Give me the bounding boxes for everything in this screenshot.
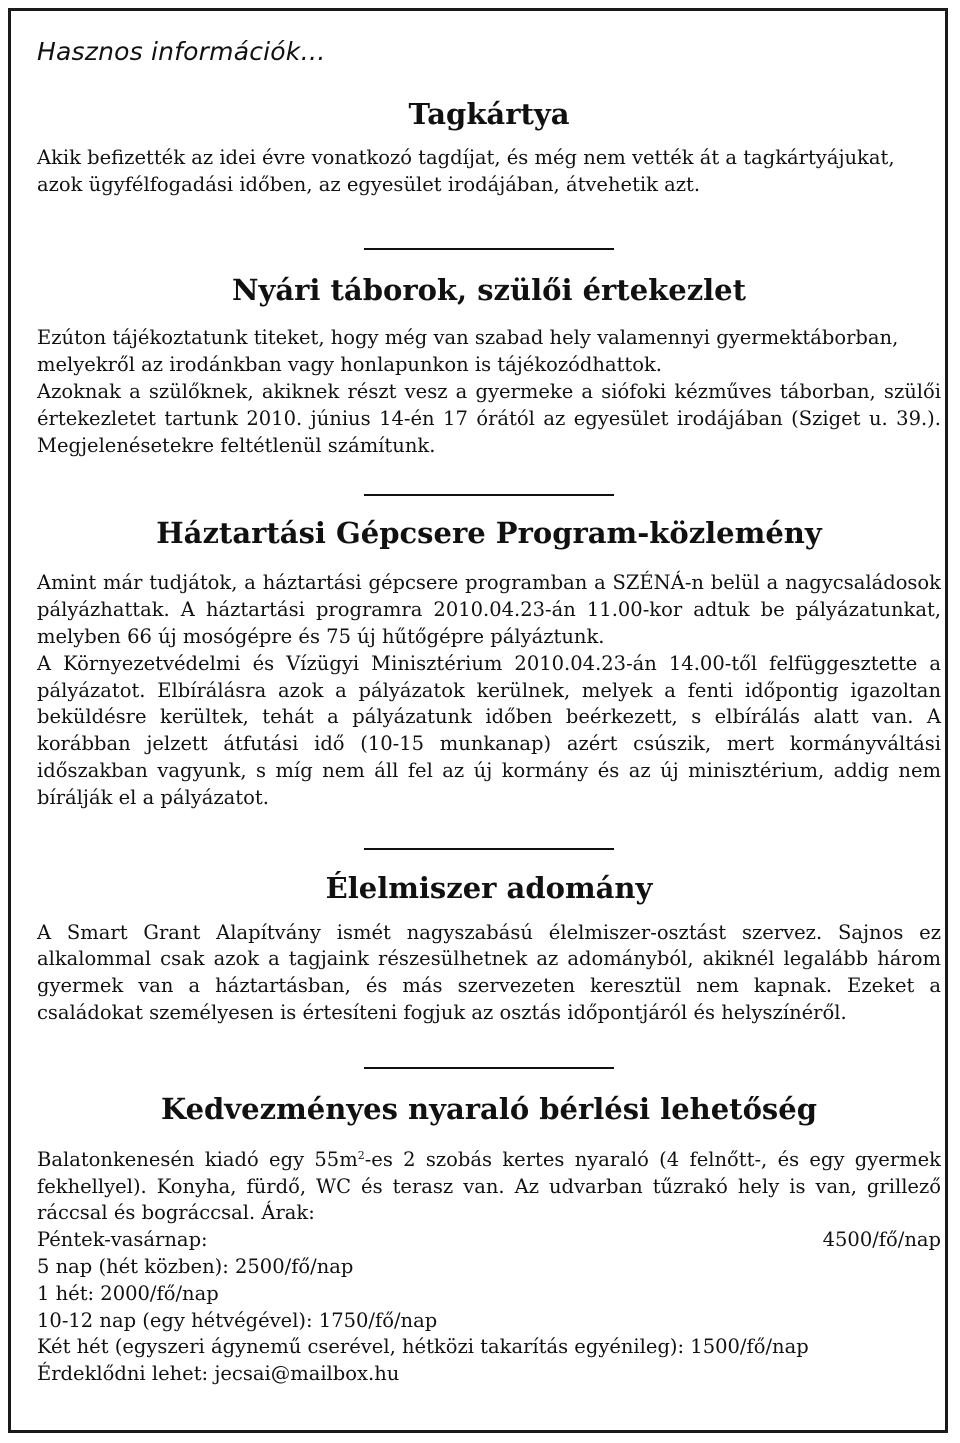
tabor-paragraph-2: Azoknak a szülőknek, akiknek részt vesz a gyermeke a siófoki kézműves táborban, szülői értekezletet tartunk 2010. június 14-én 17 órától az egyesület irodájában (Sziget u. 39.). Megjelenésetekre feltétlenül számítunk. (37, 379, 941, 457)
price-line: 10-12 nap (egy hétvégével): 1750/fő/nap (37, 1308, 438, 1332)
price-line: Két hét (egyszeri ágynemű cserével, hétközi takarítás egyénileg): 1500/fő/nap (37, 1335, 809, 1359)
price-line: 5 nap (hét közben): 2500/fő/nap (37, 1254, 354, 1278)
page-content (37, 21, 941, 1388)
nyaralo-intro (37, 1147, 941, 1227)
price-row-weekend (37, 1227, 941, 1254)
weekend-price: 4500/fő/nap (822, 1228, 941, 1252)
section-title-tagkartya: Tagkártya (408, 96, 570, 131)
section-divider (364, 248, 614, 250)
nyaralo-intro-sup: 2 (357, 1148, 365, 1162)
gepcsere-paragraph-1: Amint már tudjátok, a háztartási gépcsere programban a SZÉNÁ-n belül a nagycsaládosok pályázhattak. A háztartási programra 2010.04.23-án 11.00-kor adtuk be pályázatunkat, melyben 66 új mosógépre és 75 új hűtőgépre pályáztunk. (37, 571, 941, 648)
tagkartya-body: Akik befizették az idei évre vonatkozó tagdíjat, és még nem vették át a tagkártyájukat, azok ügyfélfogadási időben, az egyesület irodájában, átvehetik azt. (37, 145, 895, 196)
page-frame (8, 8, 948, 1433)
section-divider (364, 1067, 614, 1069)
nyaralo-intro-a: Balatonkenesén kiadó egy 55m (37, 1147, 358, 1171)
contact-line: Érdeklődni lehet: jecsai@mailbox.hu (37, 1362, 400, 1386)
elelmiszer-body: A Smart Grant Alapítvány ismét nagyszabású élelmiszer-osztást szervez. Sajnos ez alkalommal csak azok a tagjaink részesülhetnek az adományból, akiknél legalább három gyermek van a háztartásban, és más szervezeten keresztül nem kapnak. Ezeket a családokat személyesen is értesíteni fogjuk az osztás időpontjáról és helyszínéről. (37, 920, 941, 1024)
section-title-gepcsere: Háztartási Gépcsere Program-közlemény (156, 516, 822, 551)
page-title: Hasznos információk… (37, 37, 326, 66)
section-divider (364, 494, 614, 496)
nyaralo-intro-b: -es 2 szobás kertes nyaraló (4 felnőtt-, és egy gyermek fekhellyel). Konyha, fürdő, WC és terasz van. Az udvarban tűzrakó hely is van, grillező ráccsal és bográccsal. Árak: (37, 1147, 941, 1225)
section-title-nyaralo: Kedvezményes nyaraló bérlési lehetőség (161, 1091, 817, 1126)
price-line: 1 hét: 2000/fő/nap (37, 1281, 219, 1305)
section-title-tabor: Nyári táborok, szülői értekezlet (231, 273, 747, 308)
section-title-elelmiszer: Élelmiszer adomány (325, 870, 653, 905)
weekend-label: Péntek-vasárnap: (37, 1228, 208, 1252)
gepcsere-paragraph-2: A Környezetvédelmi és Vízügyi Minisztérium 2010.04.23-án 14.00-től felfüggesztette a pályázatot. Elbírálásra azok a pályázatok kerülnek, melyek a fenti időpontig igazoltan beküldésre kerültek, tehát a pályázatunk időben beérkezett, s elbírálás alatt van. A korábban jelzett átfutási idő (10-15 munkanap) azért csúszik, mert kormányváltási időszakban vagyunk, s míg nem áll fel az új kormány és az új minisztérium, addig nem bírálják el a pályázatot. (37, 651, 941, 809)
section-divider (364, 848, 614, 850)
tabor-paragraph-1: Ezúton tájékoztatunk titeket, hogy még van szabad hely valamennyi gyermektáborban, melyekről az irodánkban vagy honlapunkon is tájékozódhattok. (37, 326, 899, 377)
